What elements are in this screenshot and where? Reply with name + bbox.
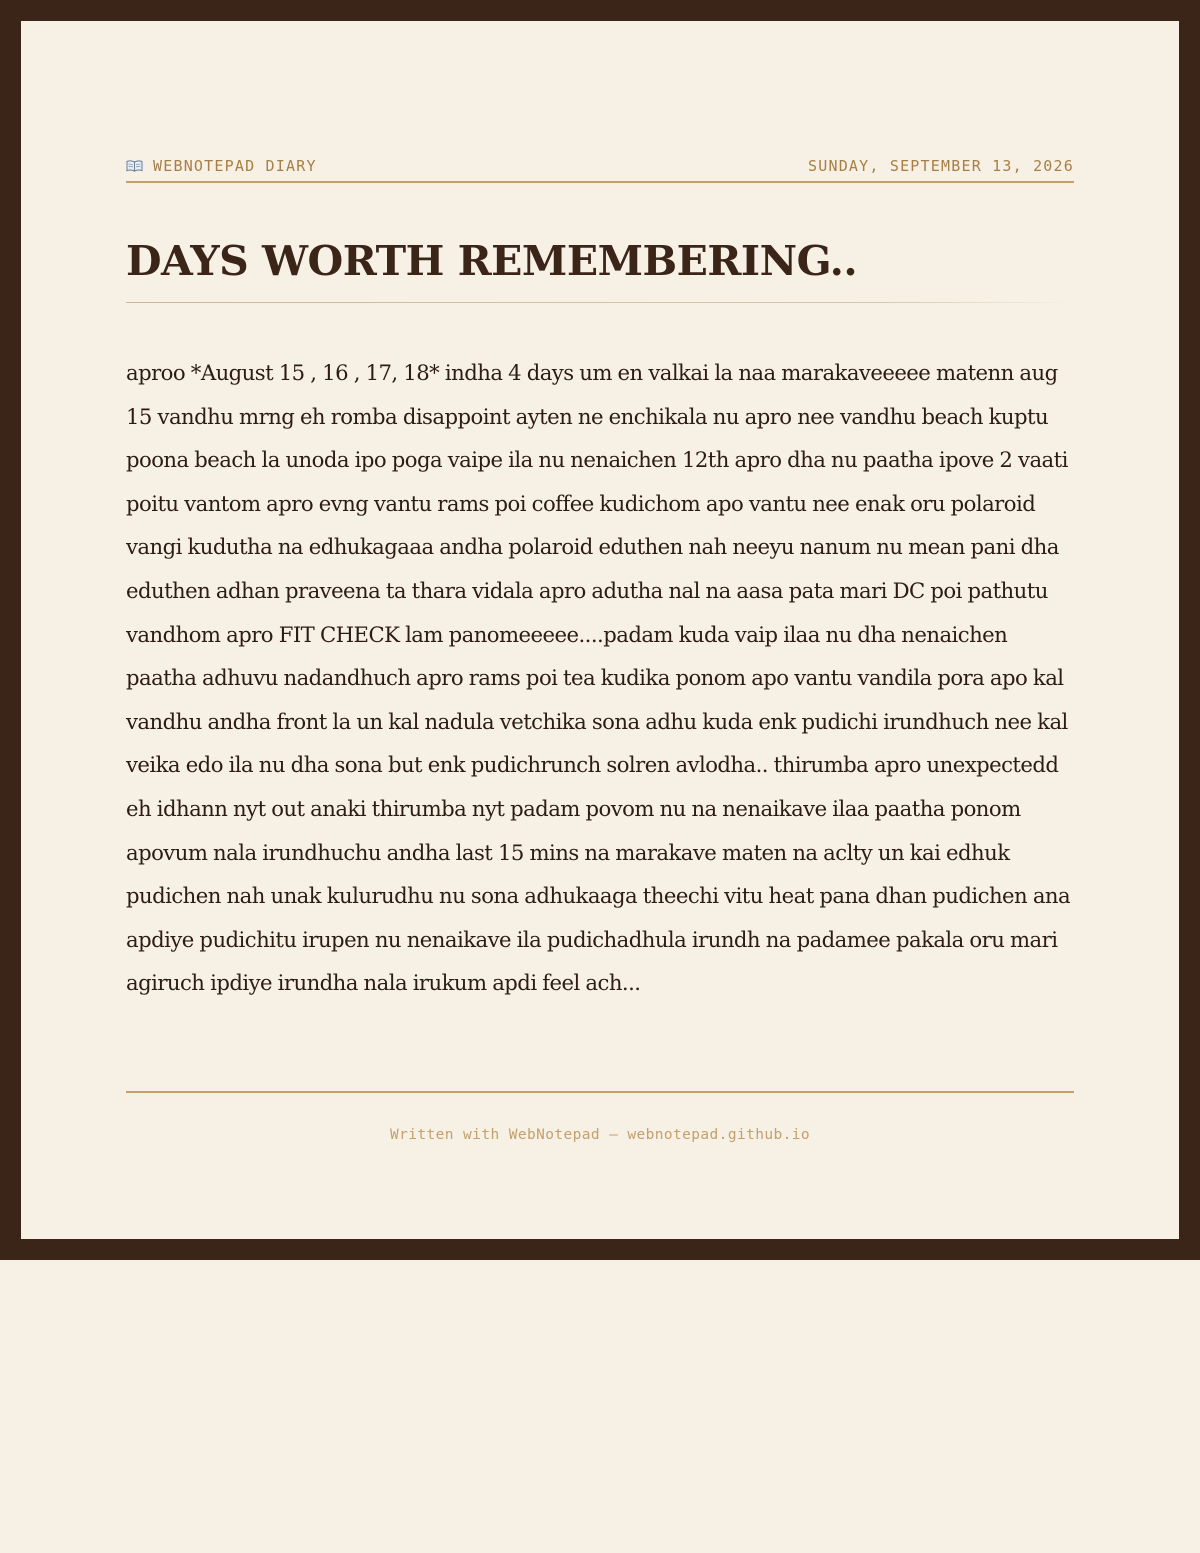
entry-body: aproo *August 15 , 16 , 17, 18* indha 4 days um en valkai la naa marakaveeeee matenn aug 15 vandhu mrng eh romba disappoint ayten ne enchikala nu apro nee vandhu beach kuptu poona beach la unoda ipo poga vaipe ila nu nenaichen 12th apro dha nu paatha ipove 2 vaati poitu vantom apro evng vantu rams poi coffee kudichom apo vantu nee enak oru polaroid vangi kudutha na edhukagaaa andha polaroid eduthen nah neeyu nanum nu mean pani dha eduthen adhan praveena ta thara vidala apro adutha nal na aasa pata mari DC poi pathutu vandhom apro FIT CHECK lam panomeeeee....padam kuda vaip ilaa nu dha nenaichen paatha adhuvu nadandhuch apro rams poi tea kudika ponom apo vantu vandila pora apo kal vandhu andha front la un kal nadula vetchika sona adhu kuda enk pudichi irundhuch nee kal veika edo ila nu dha sona but enk pudichrunch solren avlodha.. thirumba apro unexpectedd eh idhann nyt out anaki thirumba nyt padam povom nu na nenaikave ilaa paatha ponom apovum nala irundhuchu andha last 15 mins na marakave maten na aclty un kai edhuk pudichen nah unak kulurudhu nu sona adhukaaga theechi vitu heat pana dhan pudichen ana apdiye pudichitu irupen nu nenaikave ila pudichadhula irundh na padamee pakala oru mari agiruch ipdiye irundha nala irukum apdi feel ach... [126, 360, 1071, 996]
brand-label: WEBNOTEPAD DIARY [153, 157, 317, 175]
open-book-icon [126, 160, 143, 172]
diary-header [126, 155, 1074, 183]
title-divider [126, 302, 1074, 303]
footer-divider [126, 1091, 1074, 1093]
brand [126, 157, 317, 175]
footer-credit: Written with WebNotepad — webnotepad.github.io [390, 1127, 810, 1143]
entry-title: DAYS WORTH REMEMBERING.. [126, 237, 858, 285]
entry-date: SUNDAY, SEPTEMBER 13, 2026 [808, 157, 1074, 175]
diary-sheet [21, 21, 1179, 1239]
